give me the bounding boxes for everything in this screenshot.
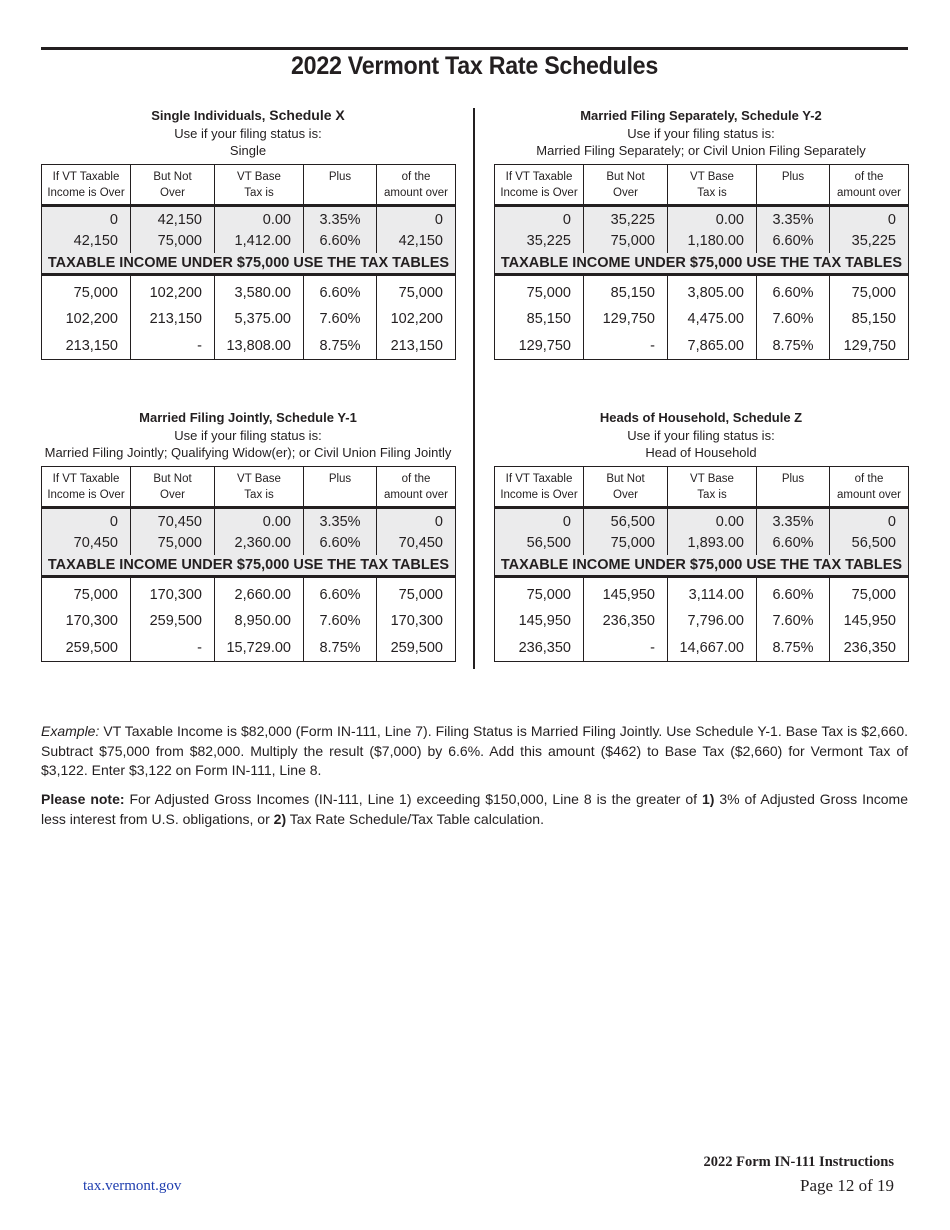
table-cell: 4,475.00 <box>668 306 757 333</box>
column-header <box>495 467 584 508</box>
table-cell: 3,114.00 <box>668 577 757 608</box>
tax-table-banner <box>42 555 456 577</box>
schedule-heading <box>41 409 455 466</box>
table-cell: 259,500 <box>377 635 456 662</box>
table-cell: 6.60% <box>757 531 830 555</box>
column-header-line: Income is Over <box>500 187 578 199</box>
table-cell: 15,729.00 <box>215 635 304 662</box>
column-header-line: Tax is <box>697 489 727 501</box>
schedule-name-bold: Single Individuals, <box>151 108 266 123</box>
tax-table-banner-row <box>495 555 909 577</box>
table-cell: 42,150 <box>42 229 131 253</box>
table-row <box>42 508 456 532</box>
table-cell: 85,150 <box>584 275 668 306</box>
table-cell: 0 <box>42 206 131 230</box>
table-cell: 8.75% <box>757 333 830 360</box>
table-row <box>495 508 909 532</box>
table-cell: 70,450 <box>377 531 456 555</box>
note-marker-1: 1) <box>701 791 715 807</box>
table-cell: 0.00 <box>215 508 304 532</box>
center-divider <box>473 108 475 669</box>
footer-form-title: 2022 Form IN-111 Instructions <box>703 1154 894 1170</box>
table-cell: 3.35% <box>304 508 377 532</box>
table-row <box>42 635 456 662</box>
table-cell: 6.60% <box>757 577 830 608</box>
table-row <box>495 608 909 635</box>
column-header-line: Plus <box>328 472 352 485</box>
table-cell: 3.35% <box>757 206 830 230</box>
table-row <box>495 577 909 608</box>
example-label: Example: <box>41 723 100 739</box>
table-cell: 3.35% <box>757 508 830 532</box>
schedule-name <box>494 409 908 427</box>
table-cell: 35,225 <box>495 229 584 253</box>
column-header-line: amount over <box>384 187 448 199</box>
table-cell: 56,500 <box>495 531 584 555</box>
rate-table <box>494 466 909 662</box>
table-row <box>42 608 456 635</box>
column-header <box>304 165 377 206</box>
column-header <box>42 165 131 206</box>
table-row <box>495 275 909 306</box>
table-cell: 7.60% <box>757 306 830 333</box>
table-cell: 7,796.00 <box>668 608 757 635</box>
table-cell: 1,180.00 <box>668 229 757 253</box>
footer-website-link[interactable]: tax.vermont.gov <box>83 1178 182 1194</box>
table-cell: 75,000 <box>377 577 456 608</box>
column-header-line: amount over <box>837 187 901 199</box>
table-cell: 8,950.00 <box>215 608 304 635</box>
table-row <box>42 333 456 360</box>
header-row <box>495 467 909 508</box>
schedule-name-bold: Married Filing Jointly, Schedule Y-1 <box>139 410 357 425</box>
column-header-line: But Not <box>153 472 192 485</box>
table-cell: 3,580.00 <box>215 275 304 306</box>
table-cell: 75,000 <box>584 229 668 253</box>
table-cell: 0 <box>830 508 909 532</box>
column-header-line: But Not <box>153 170 192 183</box>
table-row <box>42 275 456 306</box>
table-row <box>42 531 456 555</box>
column-header-line: Over <box>160 489 185 501</box>
table-cell: 7.60% <box>757 608 830 635</box>
column-header-line: Plus <box>781 472 805 485</box>
table-cell: 236,350 <box>830 635 909 662</box>
table-cell: 102,200 <box>377 306 456 333</box>
rate-table <box>41 466 456 662</box>
note-paragraph <box>41 790 908 829</box>
note-label: Please note: <box>41 791 125 807</box>
column-header-line: Income is Over <box>47 187 125 199</box>
table-cell: 8.75% <box>757 635 830 662</box>
table-cell: - <box>131 635 215 662</box>
column-header-line: Tax is <box>244 187 274 199</box>
column-header-line: of the <box>401 472 431 485</box>
table-cell: 75,000 <box>42 577 131 608</box>
schedule-x <box>41 107 455 360</box>
schedule-z <box>494 409 908 662</box>
table-row <box>495 306 909 333</box>
example-paragraph <box>41 722 908 781</box>
column-header <box>584 165 668 206</box>
column-header-line: If VT Taxable <box>505 170 573 183</box>
table-cell: 102,200 <box>131 275 215 306</box>
table-cell: 14,667.00 <box>668 635 757 662</box>
column-header <box>668 467 757 508</box>
column-header-line: Income is Over <box>500 489 578 501</box>
table-cell: 75,000 <box>830 577 909 608</box>
tax-table-banner-row <box>42 253 456 275</box>
column-header <box>757 467 830 508</box>
column-header-line: Tax is <box>244 489 274 501</box>
column-header-line: Plus <box>781 170 805 183</box>
column-header-line: But Not <box>606 472 645 485</box>
column-header-line: But Not <box>606 170 645 183</box>
table-cell: 6.60% <box>757 275 830 306</box>
column-header-line: VT Base <box>237 170 281 183</box>
top-rule <box>41 47 908 50</box>
table-cell: 2,360.00 <box>215 531 304 555</box>
table-cell: 213,150 <box>42 333 131 360</box>
table-cell: 75,000 <box>495 275 584 306</box>
column-header-line: VT Base <box>690 472 734 485</box>
column-header <box>830 467 909 508</box>
table-cell: 2,660.00 <box>215 577 304 608</box>
table-row <box>42 306 456 333</box>
table-cell: 35,225 <box>830 229 909 253</box>
note-text-c: Tax Rate Schedule/Tax Table calculation. <box>286 810 544 827</box>
table-cell: 0 <box>495 508 584 532</box>
table-cell: 85,150 <box>830 306 909 333</box>
column-header-line <box>757 487 829 503</box>
table-cell: - <box>131 333 215 360</box>
column-header-line <box>304 487 376 503</box>
tax-table-banner-row <box>42 555 456 577</box>
table-cell: 75,000 <box>42 275 131 306</box>
table-cell: 145,950 <box>830 608 909 635</box>
table-cell: 13,808.00 <box>215 333 304 360</box>
schedule-heading <box>494 409 908 466</box>
schedule-heading <box>494 107 908 164</box>
table-cell: 170,300 <box>377 608 456 635</box>
table-cell: 236,350 <box>495 635 584 662</box>
table-cell: 102,200 <box>42 306 131 333</box>
table-cell: 7.60% <box>304 608 377 635</box>
filing-status: Single <box>229 143 267 158</box>
schedule-name-bold: Heads of Household, Schedule Z <box>599 410 803 425</box>
column-header <box>668 165 757 206</box>
column-header-line: VT Base <box>690 170 734 183</box>
table-cell: - <box>584 635 668 662</box>
tax-table-banner <box>495 555 909 577</box>
column-header-line: amount over <box>384 489 448 501</box>
column-header-line: Income is Over <box>47 489 125 501</box>
table-cell: 56,500 <box>584 508 668 532</box>
table-cell: 75,000 <box>131 229 215 253</box>
table-cell: 129,750 <box>495 333 584 360</box>
table-cell: 5,375.00 <box>215 306 304 333</box>
table-cell: 1,893.00 <box>668 531 757 555</box>
table-row <box>495 333 909 360</box>
table-cell: 170,300 <box>131 577 215 608</box>
table-row <box>42 206 456 230</box>
schedule-name-suffix: Schedule X <box>265 107 345 123</box>
table-cell: 70,450 <box>42 531 131 555</box>
table-cell: 85,150 <box>495 306 584 333</box>
table-row <box>495 229 909 253</box>
table-cell: 3,805.00 <box>668 275 757 306</box>
column-header <box>131 165 215 206</box>
table-cell: 236,350 <box>584 608 668 635</box>
schedule-name-bold: Married Filing Separately, Schedule Y-2 <box>580 108 822 123</box>
tax-table-banner <box>42 253 456 275</box>
column-header-line <box>304 185 376 201</box>
filing-status-prompt: Use if your filing status is: <box>174 125 322 141</box>
tax-table-banner <box>495 253 909 275</box>
table-cell: 6.60% <box>304 531 377 555</box>
rate-table <box>41 164 456 360</box>
filing-status: Married Filing Separately; or Civil Union Filing Separately <box>536 143 866 158</box>
table-cell: 42,150 <box>377 229 456 253</box>
column-header <box>377 165 456 206</box>
table-cell: 6.60% <box>304 275 377 306</box>
filing-status: Married Filing Jointly; Qualifying Widow(er); or Civil Union Filing Jointly <box>44 445 452 460</box>
table-cell: 0 <box>830 206 909 230</box>
filing-status-prompt: Use if your filing status is: <box>627 125 775 141</box>
schedule-name <box>41 409 455 427</box>
table-cell: 8.75% <box>304 333 377 360</box>
table-cell: 145,950 <box>584 577 668 608</box>
column-header-line: Over <box>160 187 185 199</box>
column-header <box>495 165 584 206</box>
column-header-line: Plus <box>328 170 352 183</box>
schedule-y2 <box>494 107 908 360</box>
table-cell: 6.60% <box>757 229 830 253</box>
table-cell: 0 <box>42 508 131 532</box>
table-cell: 213,150 <box>377 333 456 360</box>
table-cell: 75,000 <box>830 275 909 306</box>
table-cell: 0 <box>377 508 456 532</box>
column-header-line: If VT Taxable <box>52 472 120 485</box>
filing-status: Head of Household <box>645 445 757 460</box>
column-header <box>215 467 304 508</box>
column-header <box>830 165 909 206</box>
table-cell: 145,950 <box>495 608 584 635</box>
page-title: 2022 Vermont Tax Rate Schedules <box>291 52 658 80</box>
table-cell: 0.00 <box>668 508 757 532</box>
column-header <box>304 467 377 508</box>
table-cell: 75,000 <box>584 531 668 555</box>
column-header <box>42 467 131 508</box>
table-row <box>495 206 909 230</box>
header-row <box>495 165 909 206</box>
filing-status-prompt: Use if your filing status is: <box>627 427 775 443</box>
column-header-line <box>757 185 829 201</box>
table-cell: 35,225 <box>584 206 668 230</box>
schedule-name <box>41 107 455 125</box>
note-text-b: 3% of Adjusted Gross Income less interest from U.S. obligations, or <box>41 791 908 827</box>
table-cell: 0 <box>377 206 456 230</box>
column-header-line: of the <box>401 170 431 183</box>
example-text: VT Taxable Income is $82,000 (Form IN-111, Line 7). Filing Status is Married Filing Jointly. Use Schedule Y-1. Base Tax is $2,660. Subtract $75,000 from $82,000. Multiply the result ($7,000) by 6.6%. Add this amount ($462) to Base Tax ($2,660) for Vermont Tax of $3,122. Enter $3,122 on Form IN-111, Line 8. <box>41 723 908 778</box>
column-header-line: of the <box>854 170 884 183</box>
table-cell: 56,500 <box>830 531 909 555</box>
column-header-line: Tax is <box>697 187 727 199</box>
column-header-line: VT Base <box>237 472 281 485</box>
table-cell: 259,500 <box>42 635 131 662</box>
tax-table-banner-text: TAXABLE INCOME UNDER $75,000 USE THE TAX TABLES <box>47 254 450 271</box>
table-cell: 75,000 <box>495 577 584 608</box>
tax-table-banner-text: TAXABLE INCOME UNDER $75,000 USE THE TAX TABLES <box>47 556 450 573</box>
footer-page-number: Page 12 of 19 <box>800 1176 894 1195</box>
table-cell: 0 <box>495 206 584 230</box>
tax-table-banner-text: TAXABLE INCOME UNDER $75,000 USE THE TAX TABLES <box>500 254 903 271</box>
table-row <box>495 635 909 662</box>
table-cell: 75,000 <box>131 531 215 555</box>
table-cell: 6.60% <box>304 577 377 608</box>
table-cell: 6.60% <box>304 229 377 253</box>
table-cell: 7.60% <box>304 306 377 333</box>
table-cell: 0.00 <box>668 206 757 230</box>
table-cell: 42,150 <box>131 206 215 230</box>
table-cell: - <box>584 333 668 360</box>
filing-status-prompt: Use if your filing status is: <box>174 427 322 443</box>
column-header-line: Over <box>613 489 638 501</box>
rate-table <box>494 164 909 360</box>
table-row <box>42 229 456 253</box>
column-header <box>584 467 668 508</box>
header-row <box>42 165 456 206</box>
schedule-name <box>494 107 908 125</box>
column-header-line: amount over <box>837 489 901 501</box>
table-cell: 70,450 <box>131 508 215 532</box>
table-cell: 1,412.00 <box>215 229 304 253</box>
table-cell: 7,865.00 <box>668 333 757 360</box>
column-header <box>131 467 215 508</box>
table-cell: 129,750 <box>584 306 668 333</box>
column-header <box>757 165 830 206</box>
table-cell: 213,150 <box>131 306 215 333</box>
table-row <box>495 531 909 555</box>
table-cell: 75,000 <box>377 275 456 306</box>
schedule-heading <box>41 107 455 164</box>
tax-table-banner-text: TAXABLE INCOME UNDER $75,000 USE THE TAX TABLES <box>500 556 903 573</box>
table-cell: 129,750 <box>830 333 909 360</box>
schedule-y1 <box>41 409 455 662</box>
table-cell: 3.35% <box>304 206 377 230</box>
column-header-line: Over <box>613 187 638 199</box>
column-header-line: If VT Taxable <box>52 170 120 183</box>
column-header-line: If VT Taxable <box>505 472 573 485</box>
column-header <box>215 165 304 206</box>
table-cell: 0.00 <box>215 206 304 230</box>
header-row <box>42 467 456 508</box>
column-header <box>377 467 456 508</box>
note-marker-2: 2) <box>273 810 287 827</box>
table-cell: 170,300 <box>42 608 131 635</box>
note-text-a: For Adjusted Gross Incomes (IN-111, Line 1) exceeding $150,000, Line 8 is the greater of <box>124 791 702 807</box>
tax-table-banner-row <box>495 253 909 275</box>
table-row <box>42 577 456 608</box>
column-header-line: of the <box>854 472 884 485</box>
table-cell: 259,500 <box>131 608 215 635</box>
table-cell: 8.75% <box>304 635 377 662</box>
